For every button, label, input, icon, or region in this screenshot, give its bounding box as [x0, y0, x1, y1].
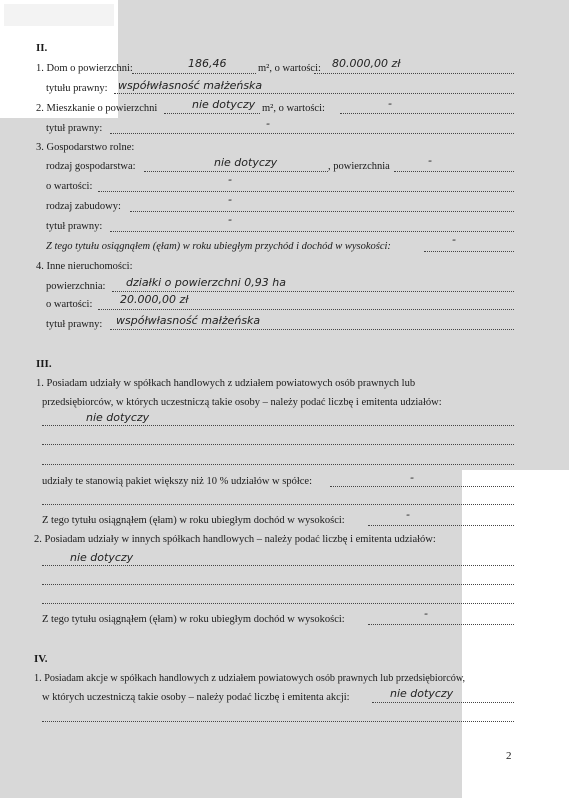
- farm-buildings-dots: [130, 211, 514, 212]
- other-shares-dots-2: [42, 584, 514, 585]
- house-area-label: 1. Dom o powierzchni:: [36, 63, 133, 74]
- farm-value: -: [228, 173, 232, 186]
- other-area-value: działki o powierzchni 0,93 ha: [126, 276, 286, 289]
- house-value: 80.000,00 zł: [332, 57, 401, 70]
- house-title-label: tytułu prawny:: [46, 83, 108, 94]
- farm-label: 3. Gospodarstwo rolne:: [36, 142, 135, 153]
- flat-value-label: m², o wartości:: [262, 103, 325, 114]
- other-title-value: współwłasność małżeńska: [116, 314, 261, 327]
- farm-area-value: -: [428, 154, 432, 167]
- other-property-label: 4. Inne nieruchomości:: [36, 261, 133, 272]
- section-heading-iv: IV.: [34, 653, 48, 665]
- farm-type-label: rodzaj gospodarstwa:: [46, 161, 136, 172]
- shares-income-label: Z tego tytułu osiągnąłem (ęłam) w roku ubiegłym dochód w wysokości:: [42, 515, 345, 526]
- farm-area-label: , powierzchnia: [328, 161, 390, 172]
- farm-value-label: o wartości:: [46, 181, 93, 192]
- farm-buildings-label: rodzaj zabudowy:: [46, 201, 121, 212]
- farm-buildings-value: -: [228, 193, 232, 206]
- house-value-dots: [314, 73, 514, 74]
- house-title-value: współwłasność małżeńska: [118, 79, 263, 92]
- stocks-answer-dots-2: [42, 721, 514, 722]
- other-title-label: tytuł prawny:: [46, 319, 103, 330]
- other-value-dots: [98, 309, 514, 310]
- other-shares-line1: 2. Posiadam udziały w innych spółkach handlowych – należy podać liczbę i emitenta udziałów:: [34, 534, 436, 545]
- page-number: 2: [506, 750, 512, 762]
- shares-package-value: -: [410, 471, 414, 484]
- farm-type-value: nie dotyczy: [214, 156, 278, 169]
- flat-title-label: tytuł prawny:: [46, 123, 103, 134]
- other-area-dots: [112, 291, 514, 292]
- shares-answer-dots-2: [42, 444, 514, 445]
- shares-income-dots: [368, 525, 514, 526]
- shares-answer-dots-3: [42, 464, 514, 465]
- shares-income-value: -: [406, 508, 410, 521]
- flat-area-value: nie dotyczy: [192, 98, 256, 111]
- other-value: 20.000,00 zł: [120, 293, 189, 306]
- house-area-value: 186,46: [188, 57, 227, 70]
- shares-package-dots: [330, 486, 514, 487]
- other-shares-dots-3: [42, 603, 514, 604]
- flat-value: -: [388, 97, 392, 110]
- stocks-answer: nie dotyczy: [390, 687, 454, 700]
- other-shares-income-dots: [368, 624, 514, 625]
- other-shares-dots-1: [42, 565, 514, 566]
- other-area-label: powierzchnia:: [46, 281, 106, 292]
- flat-area-dots: [164, 113, 260, 114]
- house-value-label: m², o wartości:: [258, 63, 321, 74]
- other-value-label: o wartości:: [46, 299, 93, 310]
- flat-title-dots: [110, 133, 514, 134]
- stocks-intro-line2: w których uczestniczą takie osoby – należy podać liczbę i emitenta akcji:: [42, 692, 350, 703]
- shares-intro-line2: przedsiębiorców, w których uczestniczą takie osoby – należy podać liczbę i emitenta udziałów:: [42, 397, 442, 408]
- other-title-dots: [110, 329, 514, 330]
- farm-type-dots: [144, 171, 328, 172]
- farm-income-value: -: [452, 233, 456, 246]
- farm-title-value: -: [228, 213, 232, 226]
- scan-artifact-topleft: [4, 4, 114, 26]
- house-title-dots: [114, 93, 514, 94]
- farm-income-dots: [424, 251, 514, 252]
- shares-package-label: udziały te stanowią pakiet większy niż 10 % udziałów w spółce:: [42, 476, 313, 487]
- farm-title-dots: [110, 231, 514, 232]
- section-heading-iii: III.: [36, 358, 52, 370]
- farm-value-dots: [98, 191, 514, 192]
- flat-area-label: 2. Mieszkanie o powierzchni: [36, 103, 158, 114]
- other-shares-income-label: Z tego tytułu osiągnąłem (ęłam) w roku ubiegłym dochód w wysokości:: [42, 614, 345, 625]
- house-area-dots: [132, 73, 256, 74]
- shares-answer-dots-1: [42, 425, 514, 426]
- flat-title-value: -: [266, 117, 270, 130]
- shares-intro-line1: 1. Posiadam udziały w spółkach handlowych z udziałem powiatowych osób prawnych lub: [36, 378, 416, 389]
- shares-package-dots-2: [42, 504, 514, 505]
- farm-area-dots: [394, 171, 514, 172]
- flat-value-dots: [340, 113, 514, 114]
- farm-title-label: tytuł prawny:: [46, 221, 103, 232]
- stocks-answer-dots: [372, 702, 514, 703]
- farm-income-label: Z tego tytułu osiągnąłem (ęłam) w roku ubiegłym przychód i dochód w wysokości:: [46, 241, 391, 252]
- stocks-intro-line1: 1. Posiadam akcje w spółkach handlowych z udziałem powiatowych osób prawnych lub przedsiębiorców,: [34, 673, 466, 684]
- other-shares-answer: nie dotyczy: [70, 551, 134, 564]
- other-shares-income-value: -: [424, 607, 428, 620]
- shares-answer: nie dotyczy: [86, 411, 150, 424]
- section-heading-ii: II.: [36, 42, 48, 54]
